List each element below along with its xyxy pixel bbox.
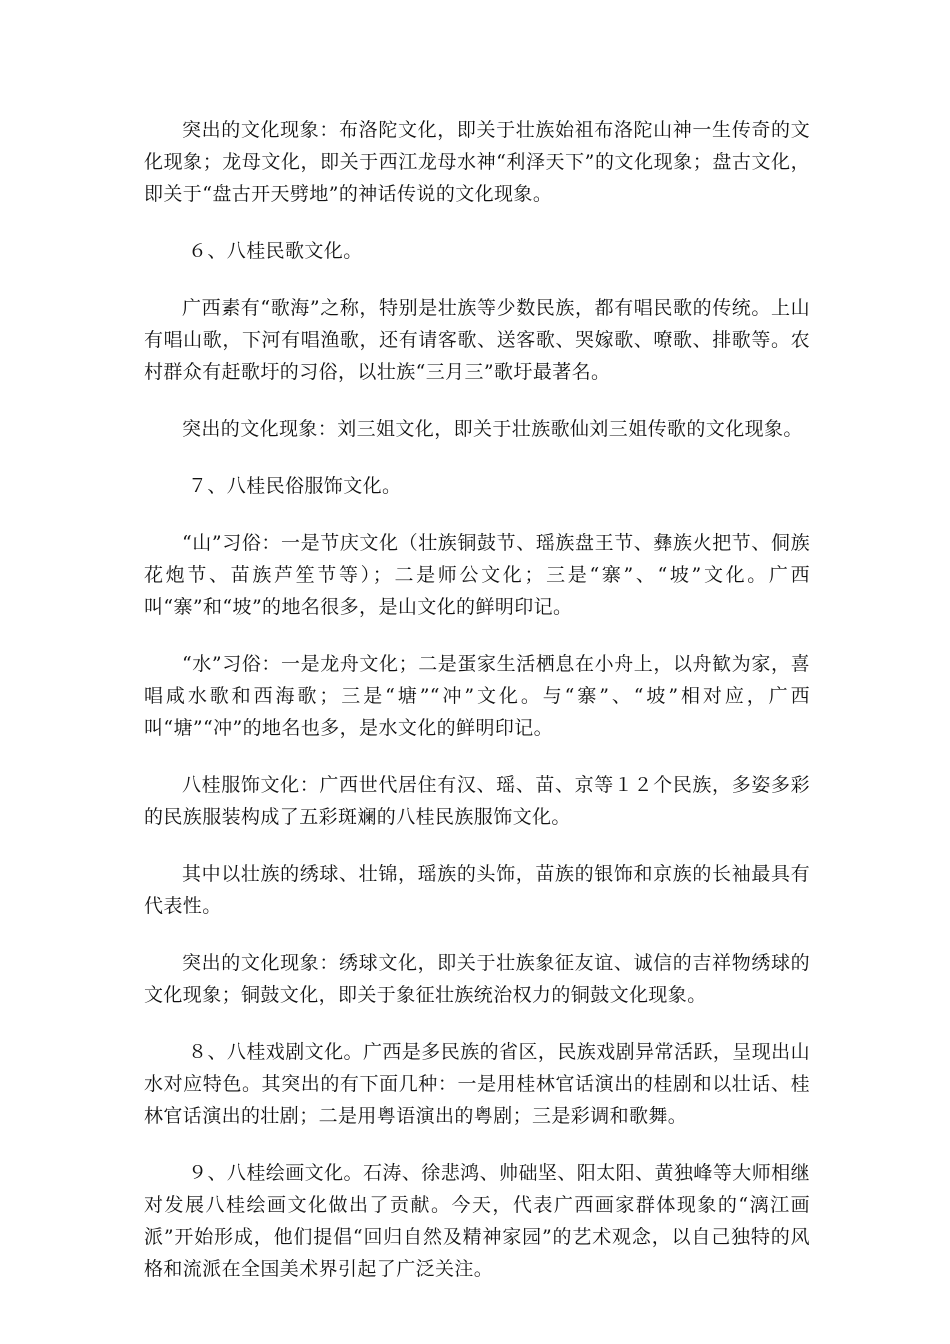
paragraph-distinct-culture-hydrangea: 突出的文化现象：绣球文化，即关于壮族象征友谊、诚信的吉祥物绣球的文化现象；铜鼓文化，即关于象征壮族统治权力的铜鼓文化现象。 <box>144 952 810 1006</box>
paragraph-drama-culture: ８、八桂戏剧文化。广西是多民族的省区，民族戏剧异常活跃，呈现出山水对应特色。其突出的有下面几种：一是用桂林官话演出的桂剧和以壮话、桂林官话演出的壮剧；二是用粤语演出的粤剧；三是彩调和歌舞。 <box>144 1041 810 1127</box>
paragraph-mountain-customs: “山”习俗：一是节庆文化（壮族铜鼓节、瑶族盘王节、彝族火把节、侗族花炮节、苗族芦笙节等）；二是师公文化；三是“寨”、“坡”文化。广西叫“寨”和“坡”的地名很多，是山文化的鲜明印记。 <box>144 532 810 618</box>
document-page <box>144 114 810 1310</box>
paragraph-distinct-culture-liusanjie: 突出的文化现象：刘三姐文化，即关于壮族歌仙刘三姐传歌的文化现象。 <box>182 418 803 440</box>
paragraph-painting-culture: ９、八桂绘画文化。石涛、徐悲鸿、帅础坚、阳太阳、黄独峰等大师相继对发展八桂绘画文化做出了贡献。今天，代表广西画家群体现象的“漓江画派”开始形成，他们提倡“回归自然及精神家园”的艺术观念，以自己独特的风格和流派在全国美术界引起了广泛关注。 <box>144 1162 810 1280</box>
paragraph-representative-costumes: 其中以壮族的绣球、壮锦，瑶族的头饰，苗族的银饰和京族的长袖最具有代表性。 <box>144 863 810 917</box>
section-heading-folk-costume: ７、八桂民俗服饰文化。 <box>188 475 402 497</box>
paragraph-costume-culture: 八桂服饰文化：广西世代居住有汉、瑶、苗、京等１２个民族，多姿多彩的民族服装构成了五彩斑斓的八桂民族服饰文化。 <box>144 774 810 828</box>
section-heading-folk-song: ６、八桂民歌文化。 <box>188 240 363 262</box>
paragraph-water-customs: “水”习俗：一是龙舟文化；二是蛋家生活栖息在小舟上，以舟歓为家，喜唱咸水歌和西海歌；三是“塘”“冲”文化。与“寨”、“坡”相对应，广西叫“塘”“冲”的地名也多，是水文化的鲜明印记。 <box>144 653 810 739</box>
paragraph-song-sea: 广西素有“歌海”之称，特别是壮族等少数民族，都有唱民歌的传统。上山有唱山歌，下河有唱渔歌，还有请客歌、送客歌、哭嫁歌、嘹歌、排歌等。农村群众有赶歌圩的习俗，以壮族“三月三”歌圩最著名。 <box>144 297 810 383</box>
paragraph-distinct-culture-buluotuo: 突出的文化现象：布洛陀文化，即关于壮族始祖布洛陀山神一生传奇的文化现象；龙母文化，即关于西江龙母水神“利泽天下”的文化现象；盘古文化，即关于“盘古开天劈地”的神话传说的文化现象。 <box>144 119 810 205</box>
